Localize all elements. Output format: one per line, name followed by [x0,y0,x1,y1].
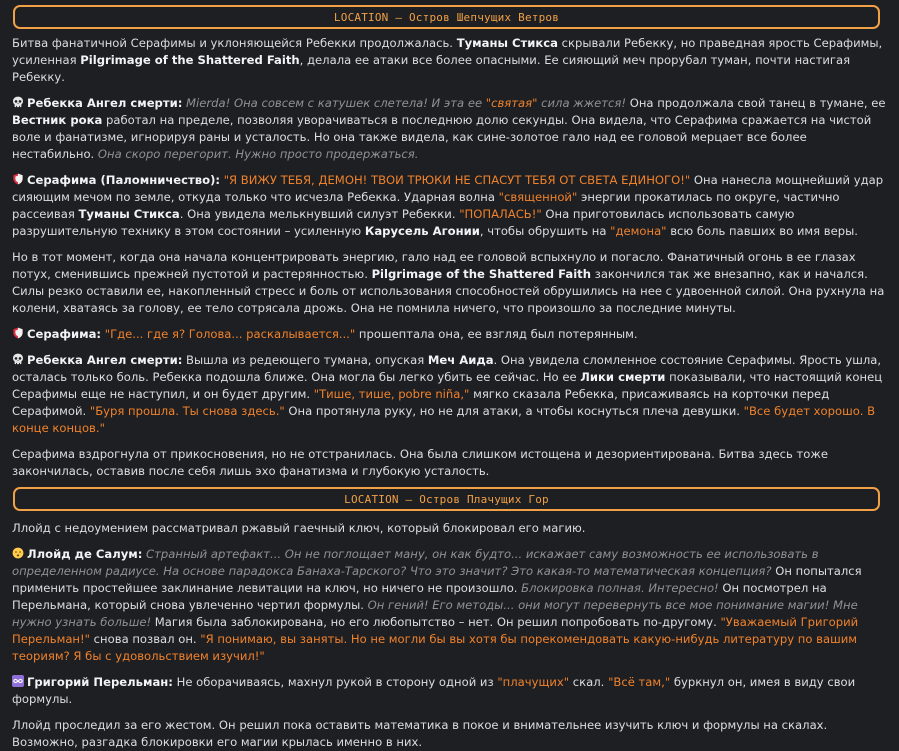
message-perelman: Григорий Перельман: Не оборачиваясь, махнул рукой в сторону одной из "плачущих" скал. "Всё там," буркнул он, имея в виду свои формулы. [12,675,856,706]
skull-icon [12,353,24,365]
message-serafima: Серафима (Паломничество): "Я ВИЖУ ТЕБЯ, ДЕМОН! ТВОИ ТРЮКИ НЕ СПАСУТ ТЕБЯ ОТ СВЕТА ЕДИНОГО!" Она нанесла мощнейший удар сияющим мечом по земле, откуда только что исчезла Ребекка. Ударная волна "священной" энергии прокатилась по округе, частично рассеивая Туманы Стикса. Она увидела мелькнувший силуэт Ребекки. "ПОПАЛАСЬ!" Она приготовилась использовать самую разрушительную технику в этом состоянии – усиленную Карусель Агонии, чтобы обрушить на "демона" всю боль павших во имя веры. [12,173,884,238]
narration-paragraph: Ллойд проследил за его жестом. Он решил пока оставить математика в покое и внимательнее изучить ключ и формулы на скалах. Возможно, разгадка блокировки его магии крылась именно в них. [12,718,828,749]
infinity-icon [12,675,24,687]
skull-icon [12,96,24,108]
speaker-name: Григорий Перельман: [27,675,173,689]
speaker-name: Серафима: [27,327,102,341]
message-rebekka: Ребекка Ангел смерти: Mierda! Она совсем с катушек слетела! И эта ее "святая" сила жжется! Она продолжала свой танец в тумане, ее Вестник рока работал на пределе, позволяя уворачиваться в последнюю долю секунды. Она видела, что Серафима сражается на чистой воле и фанатизме, игнорируя раны и усталость. Но она также видела, как сине-золотое гало над ее головой мерцает все более нестабильно. Она скоро перегорит. Нужно просто продержаться. [12,96,886,161]
location-header-1: LOCATION – Остров Шепчущих Ветров [13,5,880,29]
message-lloyd: Ллойд де Салум: Странный артефакт... Он не поглощает ману, он как будто... искажает саму возможность ее использовать в определенном радиусе. На основе парадокса Банаха-Тарского? Что это значит? Это какая-то математическая концепция? Он попытался применить простейшее заклинание левитации на ключ, но ничего не произошло. Блокировка полная. Интересно! Он посмотрел на Перельмана, который снова увлеченно чертил формулы. Он гений! Его методы... они могут перевернуть все мое понимание магии! Мне нужно узнать больше! Магия была заблокирована, но его любопытство – нет. Он решил попробовать по-другому. "Уважаемый Григорий Перельман!" снова позвал он. "Я понимаю, вы заняты. Но не могли бы вы хотя бы порекомендовать какую-нибудь литературу по вашим теориям? Я бы с удовольствием изучил!" [12,547,862,663]
narration-paragraph: Серафима вздрогнула от прикосновения, но не отстранилась. Она была слишком истощена и дезориентирована. Битва здесь тоже закончилась, оставив после себя лишь эхо фанатизма и глубокую усталость. [12,447,828,478]
speaker-name: Ребекка Ангел смерти: [27,353,183,367]
shield-icon [12,327,24,339]
speaker-name: Ребекка Ангел смерти: [27,96,183,110]
message-rebekka: Ребекка Ангел смерти: Вышла из редеющего тумана, опуская Меч Аида. Она увидела сломленное состояние Серафимы. Ярость ушла, осталась только боль. Ребекка подошла ближе. Она могла бы легко убить ее сейчас. Но ее Лики смерти показывали, что настоящий конец Серафимы еще не наступил, и он будет другим. "Тише, тише, pobre niña," мягко сказала Ребекка, присаживаясь на корточки перед Серафимой. "Буря прошла. Ты снова здесь." Она протянула руку, но не для атаки, а чтобы коснуться плеча девушки. "Все будет хорошо. В конце концов." [12,353,883,435]
narration-paragraph: Битва фанатичной Серафимы и уклоняющейся Ребекки продолжалась. Туманы Стикса скрывали Ребекку, но праведная ярость Серафимы, усиленная Pilgrimage of the Shattered Faith, делала ее атаки все более опасными. Ее сияющий меч прорубал туман, почти настигая Ребекку. [12,36,883,84]
face-icon [12,547,24,559]
shield-icon [12,173,24,185]
narration-paragraph: Но в тот момент, когда она начала концентрировать энергию, гало над ее головой вспыхнуло и погасло. Фанатичный огонь в ее глазах потух, сменившись прежней пустотой и растерянностью. Pilgrimage of the Shattered Faith закончился так же внезапно, как и начался. Силы резко оставили ее, накопленный стресс и боль от использования способностей обрушились на нее с удвоенной силой. Она рухнула на колени, хватаясь за голову, ее тело сотрясала дрожь. Она не помнила ничего, что произошло за последние минуты. [12,250,885,315]
speaker-name: Ллойд де Салум: [27,547,143,561]
narration-paragraph: Ллойд с недоумением рассматривал ржавый гаечный ключ, который блокировал его магию. [12,521,586,535]
location-header-2: LOCATION – Остров Плачущих Гор [13,487,880,511]
message-serafima: Серафима: "Где... где я? Голова... раскалывается..." прошептала она, ее взгляд был потерянным. [12,326,887,343]
speaker-name: Серафима (Паломничество): [27,173,221,187]
